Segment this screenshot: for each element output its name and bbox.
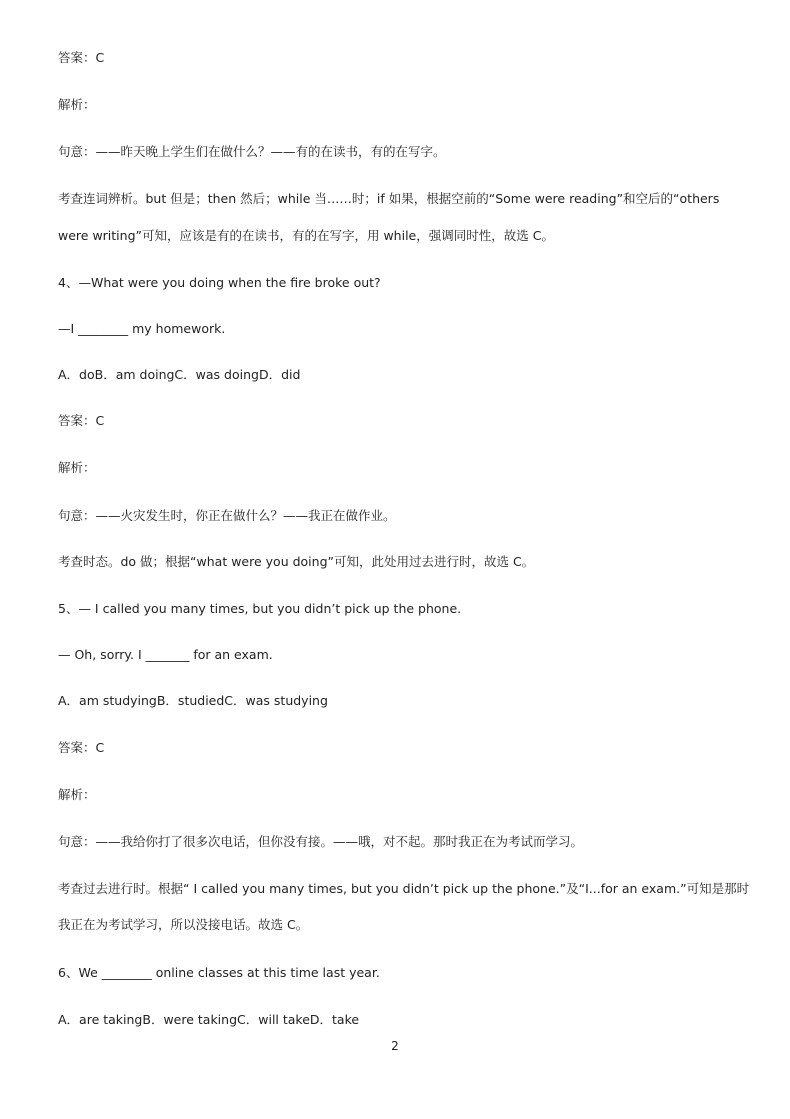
- question-5-response: — Oh, sorry. I _______ for an exam.: [58, 647, 273, 662]
- question-4-response: —I ________ my homework.: [58, 321, 226, 336]
- analysis-label-5: 解析：: [58, 787, 96, 802]
- question-6-prompt: 6、We ________ online classes at this time last year.: [58, 965, 380, 980]
- meaning-line-3: 句意：——昨天晚上学生们在做什么？——有的在读书，有的在写字。: [58, 144, 446, 159]
- question-5-prompt: 5、— I called you many times, but you didn’t pick up the phone.: [58, 601, 462, 616]
- page-number: 2: [391, 1039, 399, 1053]
- explanation-line-5a: 考查过去进行时。根据“ I called you many times, but you didn’t pick up the phone.”及“I...for an exam.”可知是那时: [58, 881, 750, 896]
- meaning-line-4: 句意：——火灾发生时，你正在做什么？——我正在做作业。: [58, 508, 396, 523]
- question-6-options: A．are takingB．were takingC．will takeD．take: [58, 1012, 360, 1027]
- question-4-prompt: 4、—What were you doing when the fire broke out?: [58, 275, 381, 290]
- meaning-line-5: 句意：——我给你打了很多次电话，但你没有接。——哦，对不起。那时我正在为考试而学习。: [58, 834, 584, 849]
- explanation-line-3b: were writing”可知，应该是有的在读书，有的在写字，用 while，强调同时性，故选 C。: [58, 228, 554, 243]
- explanation-line-4: 考查时态。do 做；根据“what were you doing”可知，此处用过去进行时，故选 C。: [58, 554, 535, 569]
- question-5-options: A．am studyingB．studiedC．was studying: [58, 693, 328, 708]
- question-4-options: A．doB．am doingC．was doingD．did: [58, 367, 301, 382]
- analysis-label-4: 解析：: [58, 460, 96, 475]
- explanation-line-5b: 我正在为考试学习，所以没接电话。故选 C。: [58, 917, 309, 932]
- answer-line-4: 答案：C: [58, 413, 105, 428]
- analysis-label-3: 解析：: [58, 97, 96, 112]
- explanation-line-3a: 考查连词辨析。but 但是；then 然后；while 当……时；if 如果，根据空前的“Some were reading”和空后的“others: [58, 191, 720, 206]
- answer-line-3: 答案：C: [58, 50, 105, 65]
- answer-line-5: 答案：C: [58, 740, 105, 755]
